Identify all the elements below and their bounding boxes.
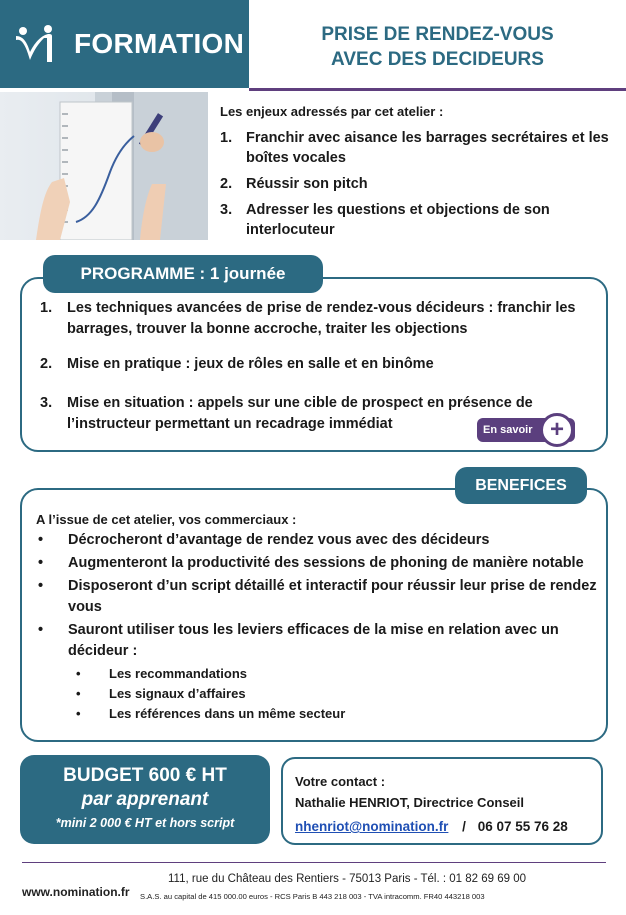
- item-text: Disposeront d’un script détaillé et interactif pour réussir leur prise de rendez vous: [68, 578, 597, 615]
- item-number: 1.: [40, 300, 53, 316]
- benefices-list: [36, 530, 601, 724]
- list-item: [40, 298, 600, 340]
- contact-line: [295, 816, 601, 837]
- item-text: Sauront utiliser tous les leviers efficaces de la mise en relation avec un décideur :: [68, 622, 559, 659]
- item-text: Les recommandations: [109, 666, 247, 681]
- list-item: [36, 553, 601, 574]
- item-text: Les techniques avancées de prise de rendez-vous décideurs : franchir les barrages, trouver la bonne accroche, traiter les objections: [67, 300, 576, 337]
- nomination-logo-icon: [14, 24, 60, 64]
- item-text: Les références dans un même secteur: [109, 706, 346, 721]
- bullet-icon: •: [76, 666, 81, 681]
- list-item: [36, 530, 601, 551]
- header-title: [249, 0, 626, 88]
- item-number: 2.: [220, 176, 233, 192]
- item-text: Adresser les questions et objections de son interlocuteur: [246, 202, 550, 238]
- en-savoir-button[interactable]: En savoir: [477, 418, 575, 442]
- sub-list-item: [36, 664, 601, 684]
- contact-separator: /: [462, 819, 466, 834]
- footer-divider: [22, 862, 606, 863]
- bullet-icon: •: [76, 706, 81, 721]
- item-text: Mise en pratique : jeux de rôles en salle et en binôme: [67, 356, 434, 372]
- item-text: Mise en situation : appels sur une cible de prospect en présence de l’instructeur permettant un recadrage immédiat: [67, 395, 533, 432]
- bullet-icon: •: [38, 532, 44, 548]
- item-text: Les signaux d’affaires: [109, 686, 246, 701]
- header-title-line1: PRISE DE RENDEZ-VOUS: [321, 24, 554, 45]
- item-text: Augmenteront la productivité des sessions de phoning de manière notable: [68, 555, 584, 571]
- footer-address: 111, rue du Château des Rentiers - 75013 Paris - Tél. : 01 82 69 69 00: [168, 873, 527, 885]
- item-number: 2.: [40, 356, 53, 372]
- list-item: [36, 620, 601, 662]
- footer-legal: S.A.S. au capital de 415 000.00 euros - RCS Paris B 443 218 003 - TVA intracomm. FR40 443218 003: [140, 892, 485, 901]
- programme-tab: PROGRAMME : 1 journée: [43, 255, 323, 293]
- footer-website[interactable]: www.nomination.fr: [22, 885, 130, 899]
- intro-section: [220, 104, 620, 246]
- contact-phone: 06 07 55 76 28: [477, 819, 568, 834]
- list-item: [220, 200, 620, 240]
- item-text: Franchir avec aisance les barrages secrétaires et les boîtes vocales: [246, 130, 609, 166]
- header-title-line2: AVEC DES DECIDEURS: [331, 49, 544, 70]
- contact-box: [281, 757, 603, 845]
- item-number: 1.: [220, 130, 233, 146]
- list-item: [40, 354, 600, 375]
- budget-title: BUDGET 600 € HT: [63, 765, 227, 786]
- item-number: 3.: [40, 395, 53, 411]
- bullet-icon: •: [38, 555, 44, 571]
- intro-list: [220, 128, 620, 240]
- plus-icon[interactable]: +: [540, 413, 574, 447]
- header-brand-block: [0, 0, 249, 88]
- bullet-icon: •: [38, 578, 44, 594]
- bullet-icon: •: [38, 622, 44, 638]
- list-item: [220, 128, 620, 168]
- header-brand-text: FORMATION: [74, 28, 245, 59]
- budget-box: [20, 755, 270, 844]
- benefices-content: [36, 512, 601, 724]
- contact-email-link[interactable]: nhenriot@nomination.fr: [295, 819, 449, 834]
- bullet-icon: •: [76, 686, 81, 701]
- contact-label: Votre contact :: [295, 774, 386, 789]
- header-divider: [249, 88, 626, 91]
- item-number: 3.: [220, 202, 233, 218]
- benefices-tab: BENEFICES: [455, 467, 587, 504]
- budget-sub: par apprenant: [81, 789, 209, 810]
- sub-list-item: [36, 704, 601, 724]
- businessman-chart-photo: [0, 92, 208, 240]
- benefices-lead: A l’issue de cet atelier, vos commerciaux :: [36, 512, 297, 527]
- item-text: Réussir son pitch: [246, 176, 368, 192]
- budget-note: *mini 2 000 € HT et hors script: [55, 816, 235, 830]
- intro-lead: Les enjeux adressés par cet atelier :: [220, 104, 444, 119]
- list-item: [36, 576, 601, 618]
- list-item: [220, 174, 620, 194]
- sub-list-item: [36, 684, 601, 704]
- contact-name: Nathalie HENRIOT, Directrice Conseil: [295, 795, 525, 810]
- item-text: Décrocheront d’avantage de rendez vous avec des décideurs: [68, 532, 490, 548]
